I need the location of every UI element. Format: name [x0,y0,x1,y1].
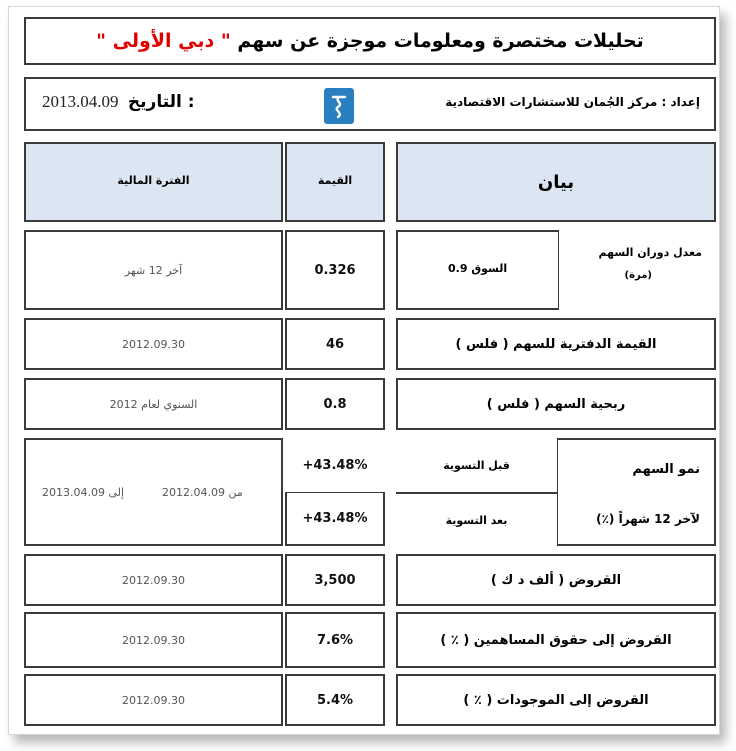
turnover-label: معدل دوران السهم [598,246,702,259]
date-value: 2013.04.09 [42,92,119,111]
loans-equity-period: 2012.09.30 [122,633,185,647]
growth-before-cell [396,438,558,493]
row-turnover-value [285,230,385,310]
date-label: التاريخ : [127,92,195,112]
row-bookvalue-period [24,318,283,370]
loans-assets-period: 2012.09.30 [122,693,185,707]
growth-after-label: بعد التسوية [445,513,508,527]
info-box [24,77,716,131]
row-bookvalue-statement [396,318,716,370]
growth-sub: لآخر 12 شهراً (٪) [596,512,700,526]
header-period-label: الفترة المالية [117,174,190,187]
title-box [24,17,716,65]
stock-name: " دبي الأولى " [96,30,231,52]
row-loans-statement [396,554,716,606]
turnover-period: آخر 12 شهر [124,263,183,277]
report-page [8,6,720,735]
row-loans-value [285,554,385,606]
growth-period-from: من 2012.04.09 [162,486,243,499]
header-statement [396,142,716,222]
row-loans-assets-period [24,674,283,726]
row-eps-period [24,378,283,430]
growth-before-label: قبل التسوية [443,458,510,472]
loans-equity-label: القروض إلى حقوق المساهمين ( ٪ ) [440,632,672,648]
header-statement-label: بيان [537,171,575,193]
growth-period-to: إلى 2013.04.09 [42,486,125,499]
bookvalue-period: 2012.09.30 [122,337,185,351]
loans-assets-value: 5.4% [316,692,354,708]
row-growth-period [24,438,283,546]
report-date [42,92,195,112]
loans-label: القروض ( ألف د ك ) [490,572,622,588]
row-loans-period [24,554,283,606]
row-turnover-period [24,230,283,310]
row-loans-equity-value [285,612,385,668]
row-bookvalue-value [285,318,385,370]
turnover-value: 0.326 [314,262,356,278]
row-loans-assets-statement [396,674,716,726]
row-growth-statement [396,438,716,546]
growth-before-value: +43.48% [302,457,368,473]
aljoman-logo-icon [324,88,354,124]
page-title [96,30,644,52]
loans-value: 3,500 [314,572,356,588]
row-loans-equity-statement [396,612,716,668]
growth-after-cell [396,493,558,546]
row-loans-assets-value [285,674,385,726]
eps-period: السنوي لعام 2012 [109,397,198,411]
turnover-label-cell [558,230,716,310]
row-loans-equity-period [24,612,283,668]
row-turnover-statement [396,230,716,310]
bookvalue-value: 46 [325,336,345,352]
loans-assets-label: القروض إلى الموجودات ( ٪ ) [463,692,649,708]
turnover-market: السوق 0.9 [448,262,508,275]
eps-label: ربحية السهم ( فلس ) [486,396,626,412]
header-value [285,142,385,222]
loans-equity-value: 7.6% [316,632,354,648]
row-growth-value [285,438,385,546]
turnover-unit: (مرة) [624,270,652,281]
title-text: تحليلات مختصرة ومعلومات موجزة عن سهم [230,30,644,52]
logo-glyph [324,88,354,124]
eps-value: 0.8 [323,396,347,412]
prepared-by: إعداد : مركز الجُمان للاستشارات الاقتصادية [445,95,700,109]
growth-before-value-cell [285,438,385,493]
header-value-label: القيمة [317,174,353,187]
row-eps-value [285,378,385,430]
growth-after-value-cell [287,493,383,544]
growth-after-value: +43.48% [302,511,368,526]
row-eps-statement [396,378,716,430]
header-period [24,142,283,222]
loans-period: 2012.09.30 [122,573,185,587]
bookvalue-label: القيمة الدفترية للسهم ( فلس ) [455,336,657,352]
growth-label: نمو السهم [632,462,700,477]
